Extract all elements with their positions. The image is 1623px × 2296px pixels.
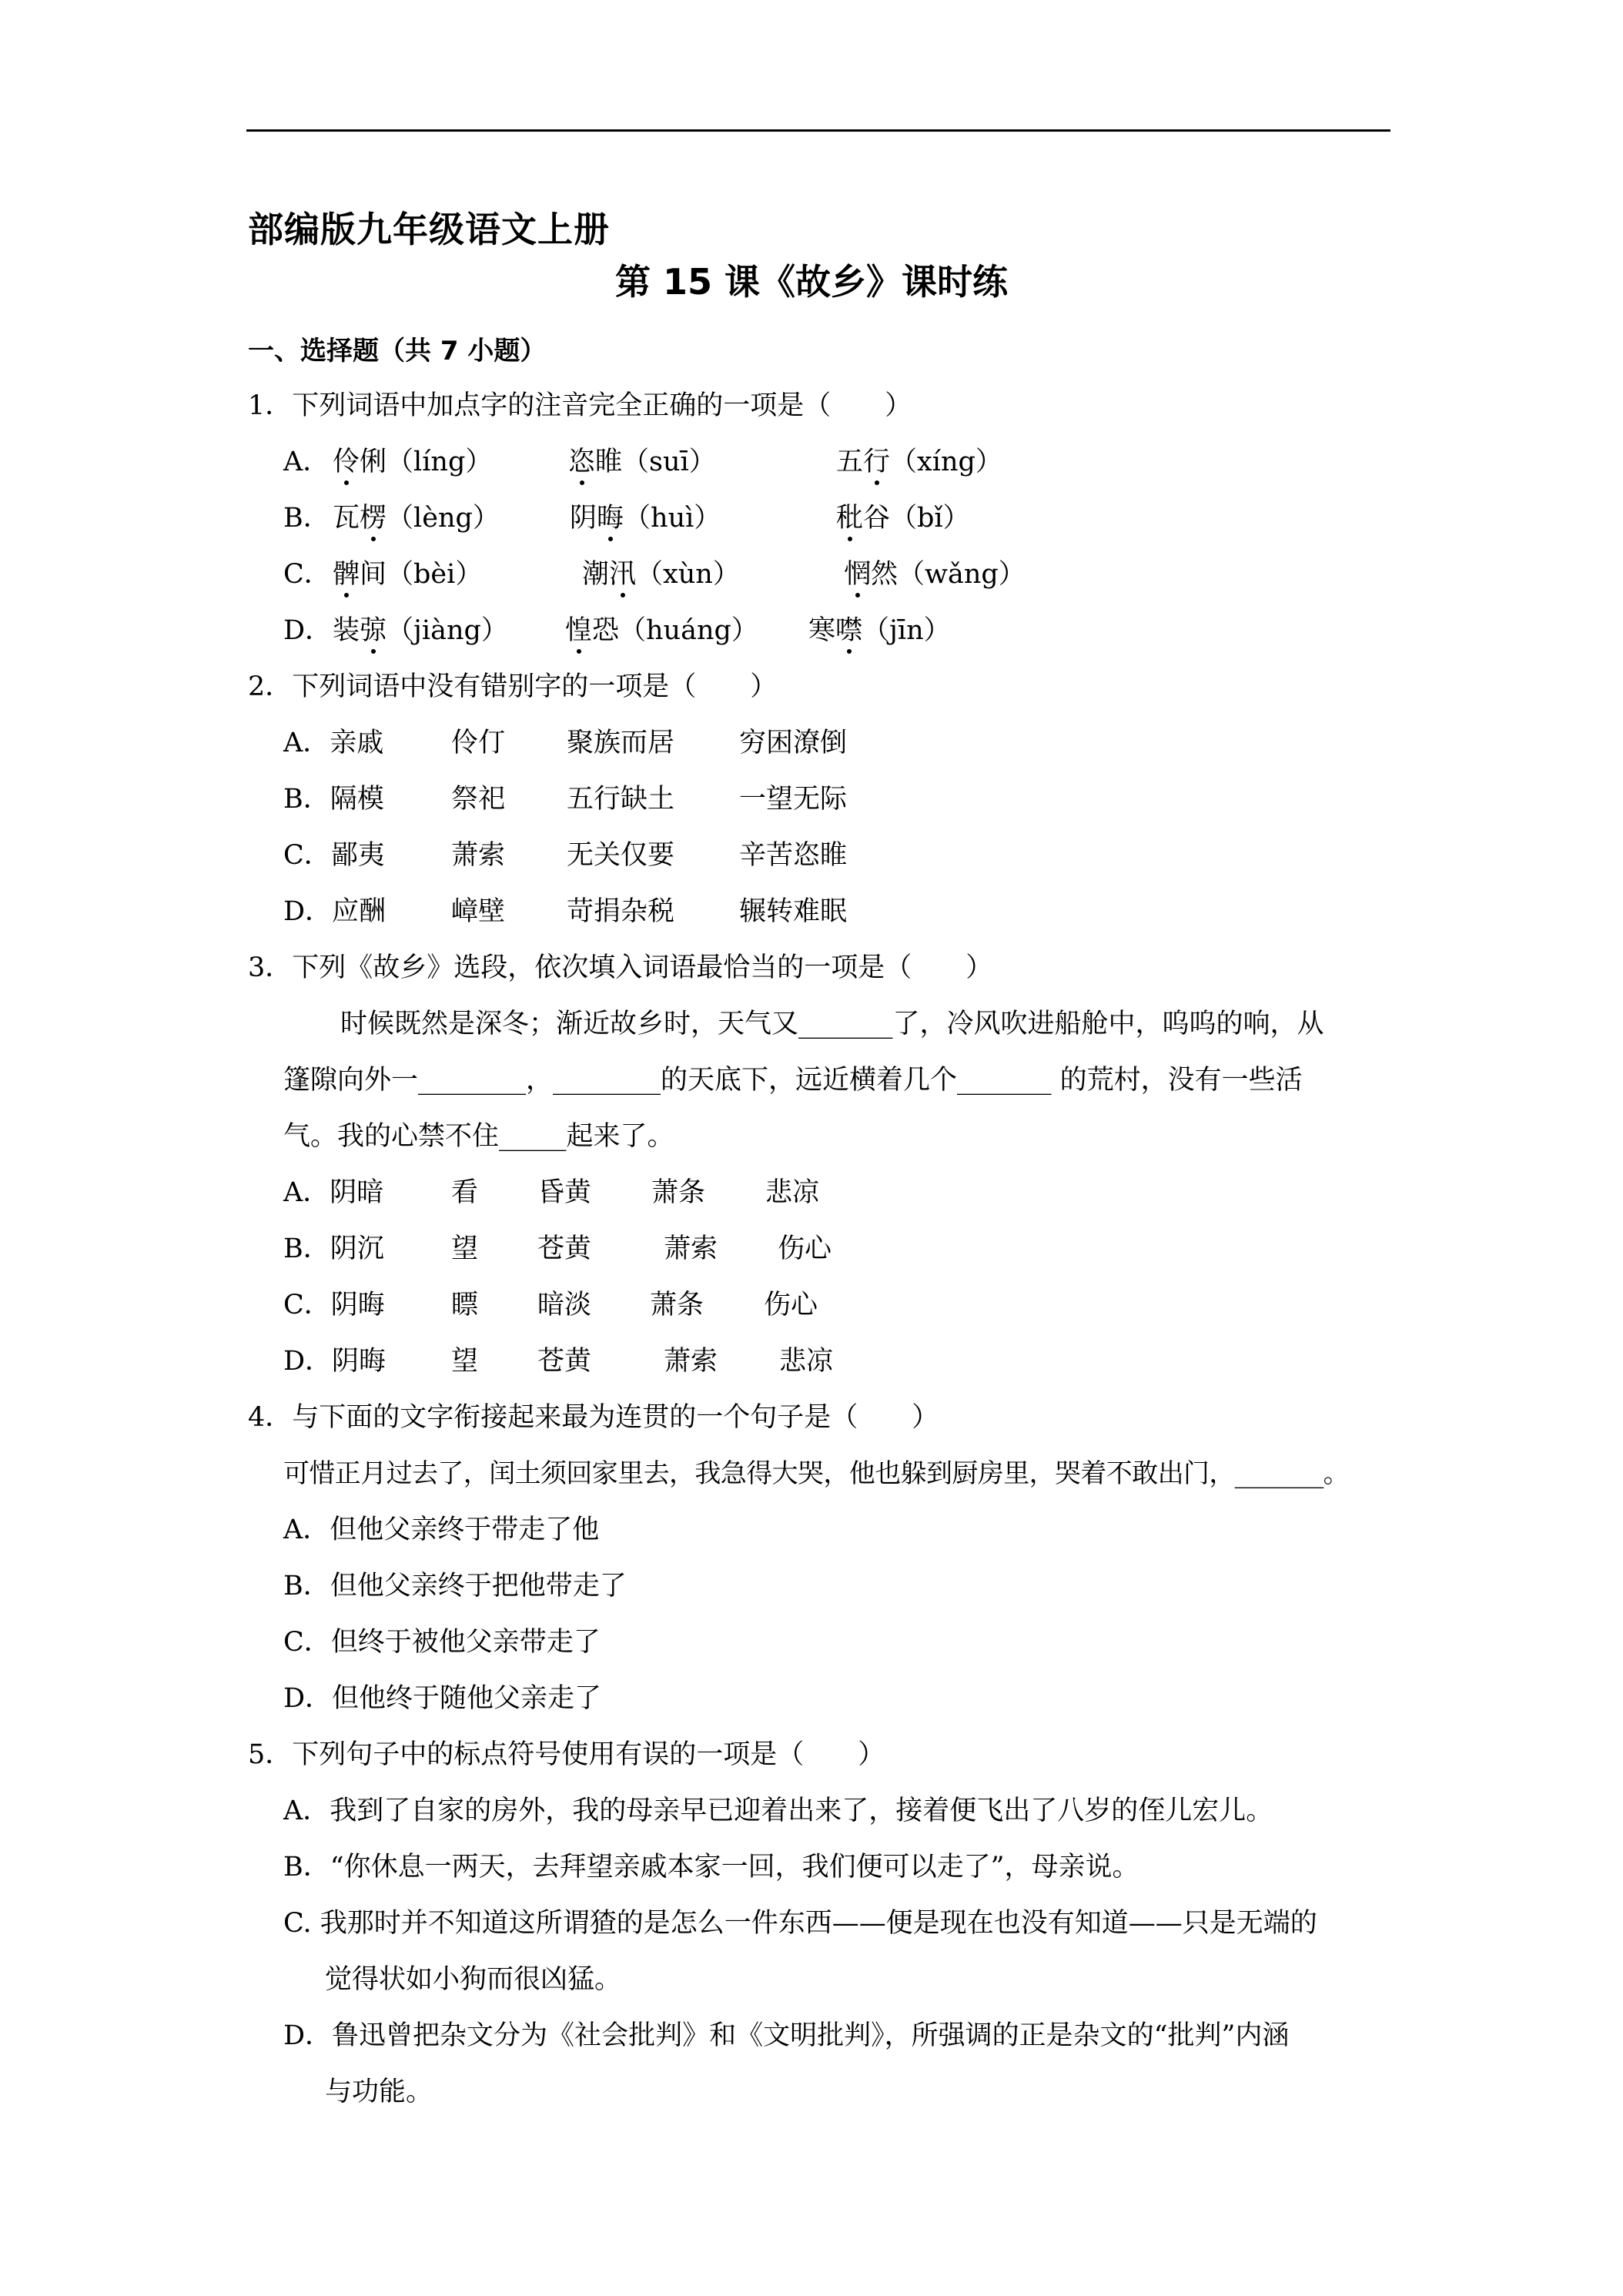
dotted-char: 惶 <box>565 615 593 646</box>
q1-option-c: C． 髀间（bèi） 潮汛（xùn） 惘然（wǎng） <box>283 559 1026 590</box>
dotted-char: 晦 <box>597 503 624 534</box>
dotted-char: 髀 <box>333 559 360 590</box>
dotted-char: 汛 <box>609 559 637 590</box>
q3-stem: 3．下列《故乡》选段，依次填入词语最恰当的一项是（ ） <box>248 952 993 983</box>
q1-option-d: D． 装弶（jiàng） 惶恐（huáng） 寒噤（jīn） <box>283 615 951 646</box>
dotted-char: 噤 <box>835 615 863 646</box>
q4-option-b: B．但他父亲终于把他带走了 <box>283 1571 627 1602</box>
q1-option-b: B． 瓦楞（lèng） 阴晦（huì） 秕谷（bǐ） <box>283 503 970 534</box>
q3-option-b: B．阴沉 望 苍黄 萧索 伤心 <box>283 1233 832 1264</box>
section-heading: 一、选择题（共 7 小题） <box>248 336 547 366</box>
q3-passage-line: 气。我的心禁不住_____起来了。 <box>283 1121 674 1152</box>
dotted-char: 恣 <box>568 447 596 477</box>
q5-option-d: D．鲁迅曾把杂文分为《社会批判》和《文明批判》，所强调的正是杂文的“批判”内涵 <box>283 2020 1290 2051</box>
q4-passage: 可惜正月过去了，闰土须回家里去，我急得大哭，他也躲到厨房里，哭着不敢出门，_______。 <box>283 1458 1349 1489</box>
q2-option-b: B．隔模 祭祀 五行缺土 一望无际 <box>283 784 848 815</box>
dotted-char: 行 <box>863 447 891 477</box>
q4-option-c: C．但终于被他父亲带走了 <box>283 1627 601 1658</box>
q3-passage-line: 时候既然是深冬；渐近故乡时，天气又_______了，冷风吹进船舱中，呜呜的响，从 <box>340 1009 1324 1039</box>
q5-stem: 5．下列句子中的标点符号使用有误的一项是（ ） <box>248 1739 885 1770</box>
header-rule <box>246 129 1390 132</box>
dotted-char: 惘 <box>844 559 872 590</box>
q2-stem: 2．下列词语中没有错别字的一项是（ ） <box>248 671 778 702</box>
q2-option-d: D．应酬 嶂壁 苛捐杂税 辗转难眠 <box>283 896 848 927</box>
q4-stem: 4．与下面的文字衔接起来最为连贯的一个句子是（ ） <box>248 1402 939 1433</box>
q5-option-c: C. 我那时并不知道这所谓猹的是怎么一件东西——便是现在也没有知道——只是无端的 <box>283 1908 1317 1939</box>
dotted-char: 伶 <box>333 447 360 477</box>
dotted-char: 秕 <box>836 503 864 534</box>
q3-option-c: C．阴晦 瞟 暗淡 萧条 伤心 <box>283 1290 818 1320</box>
q5-option-d-continued: 与功能。 <box>325 2077 433 2107</box>
q4-option-a: A．但他父亲终于带走了他 <box>283 1514 600 1545</box>
q2-option-c: C．鄙夷 萧索 无关仅要 辛苦恣睢 <box>283 840 848 871</box>
document-title: 部编版九年级语文上册 <box>248 209 610 250</box>
q5-option-b: B．“你休息一两天，去拜望亲戚本家一回，我们便可以走了”，母亲说。 <box>283 1852 1139 1883</box>
q3-option-a: A．阴暗 看 昏黄 萧条 悲凉 <box>283 1177 820 1208</box>
q3-passage-line: 篷隙向外一________，________的天底下，远近横着几个_______ 的荒村，没有一些活 <box>283 1065 1303 1096</box>
q5-option-c-continued: 觉得状如小狗而很凶猛。 <box>325 1964 622 1995</box>
dotted-char: 楞 <box>360 503 387 534</box>
q1-option-a: A． 伶俐（líng） 恣睢（suī） 五行（xíng） <box>283 447 1002 477</box>
q1-stem: 1．下列词语中加点字的注音完全正确的一项是（ ） <box>248 390 912 421</box>
q5-option-a: A．我到了自家的房外，我的母亲早已迎着出来了，接着便飞出了八岁的侄儿宏儿。 <box>283 1796 1273 1826</box>
q3-option-d: D．阴晦 望 苍黄 萧索 悲凉 <box>283 1346 834 1377</box>
q2-option-a: A．亲戚 伶仃 聚族而居 穷困潦倒 <box>283 728 848 758</box>
q4-option-d: D．但他终于随他父亲走了 <box>283 1683 602 1714</box>
lesson-title: 第 15 课《故乡》课时练 <box>614 261 1009 303</box>
dotted-char: 弶 <box>360 615 387 646</box>
